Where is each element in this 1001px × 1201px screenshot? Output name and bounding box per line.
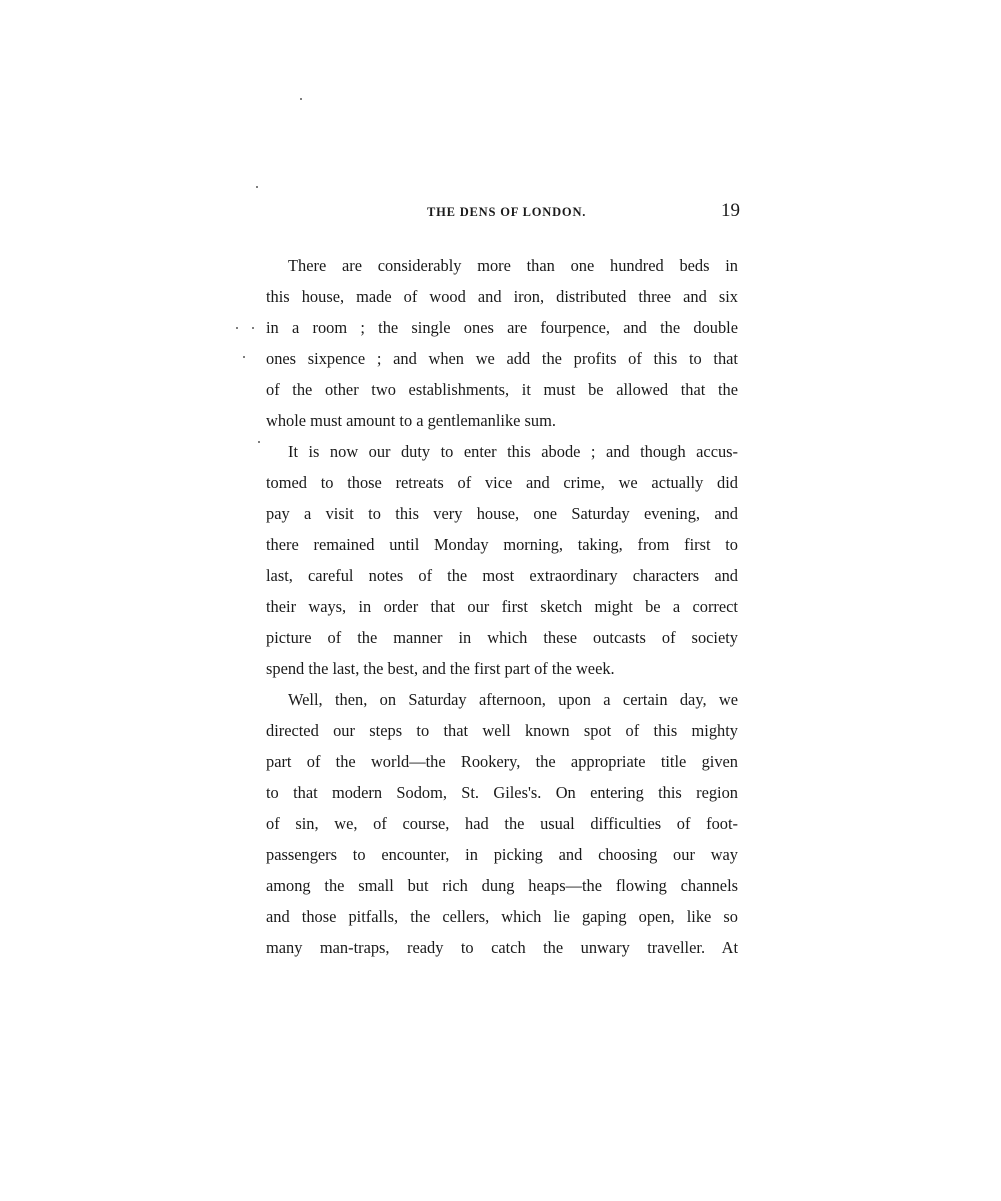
text-line: and those pitfalls, the cellers, which lie gaping open, like so bbox=[266, 907, 738, 926]
text-line: many man-traps, ready to catch the unwary traveller. At bbox=[266, 938, 738, 957]
scan-speck bbox=[252, 327, 254, 329]
body-text bbox=[266, 250, 738, 963]
scan-speck bbox=[256, 186, 258, 188]
scan-speck bbox=[236, 327, 238, 329]
text-line: ones sixpence ; and when we add the profits of this to that bbox=[266, 349, 738, 368]
text-line: pay a visit to this very house, one Saturday evening, and bbox=[266, 504, 738, 523]
text-line: in a room ; the single ones are fourpence, and the double bbox=[266, 318, 738, 337]
page-number: 19 bbox=[721, 200, 740, 221]
text-line: directed our steps to that well known spot of this mighty bbox=[266, 721, 738, 740]
text-line: of sin, we, of course, had the usual difficulties of foot- bbox=[266, 814, 738, 833]
text-line: last, careful notes of the most extraordinary characters and bbox=[266, 566, 738, 585]
text-line: spend the last, the best, and the first part of the week. bbox=[266, 659, 615, 678]
text-line: tomed to those retreats of vice and crime, we actually did bbox=[266, 473, 738, 492]
text-line: passengers to encounter, in picking and choosing our way bbox=[266, 845, 738, 864]
text-line: their ways, in order that our first sketch might be a correct bbox=[266, 597, 738, 616]
running-title: THE DENS OF LONDON. bbox=[427, 205, 587, 219]
text-line: there remained until Monday morning, taking, from first to bbox=[266, 535, 738, 554]
text-line: It is now our duty to enter this abode ; and though accus- bbox=[288, 442, 738, 461]
text-line: There are considerably more than one hundred beds in bbox=[288, 256, 738, 275]
scan-speck bbox=[243, 356, 245, 358]
scan-speck bbox=[300, 98, 302, 100]
text-line: this house, made of wood and iron, distributed three and six bbox=[266, 287, 738, 306]
text-line: picture of the manner in which these outcasts of society bbox=[266, 628, 738, 647]
running-head bbox=[262, 200, 740, 225]
text-line: Well, then, on Saturday afternoon, upon a certain day, we bbox=[288, 690, 738, 709]
text-line: to that modern Sodom, St. Giles's. On entering this region bbox=[266, 783, 738, 802]
text-line: whole must amount to a gentlemanlike sum. bbox=[266, 411, 556, 430]
scan-speck bbox=[258, 441, 260, 443]
text-line: of the other two establishments, it must be allowed that the bbox=[266, 380, 738, 399]
text-line: among the small but rich dung heaps—the flowing channels bbox=[266, 876, 738, 895]
text-line: part of the world—the Rookery, the appropriate title given bbox=[266, 752, 738, 771]
